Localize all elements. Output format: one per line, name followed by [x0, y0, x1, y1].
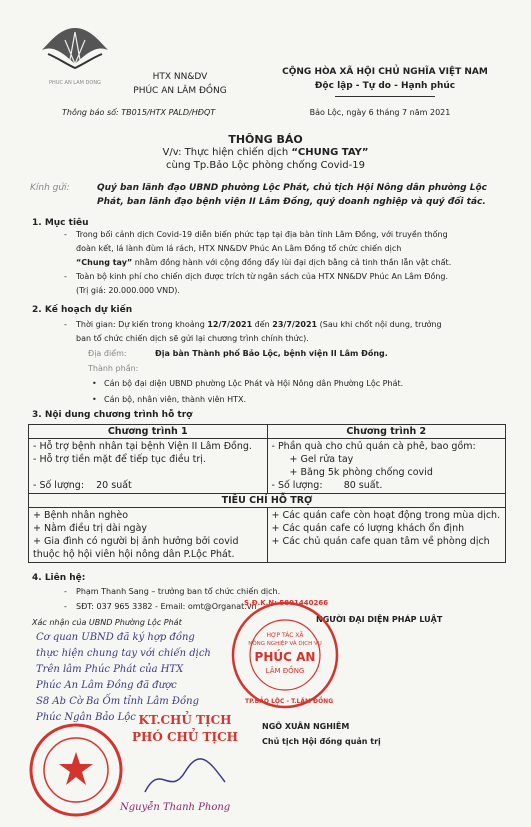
- logo: [30, 20, 120, 80]
- support-program-table: [28, 424, 506, 563]
- time-prefix: Thời gian: Dự kiến trong khoảng: [76, 320, 208, 329]
- subject-line2: cùng Tp.Bảo Lộc phòng chống Covid-19: [166, 160, 365, 171]
- handwritten-line3: Trên lâm Phúc Phát của HTX: [36, 664, 184, 675]
- stamp-line3: PHÚC AN: [254, 650, 316, 664]
- criteria2-l1: + Các quán cafe còn hoạt động trong mùa dịch.: [271, 510, 501, 521]
- section1-bullet2: -: [64, 272, 67, 281]
- participant2: Cán bộ, nhân viên, thành viên HTX.: [104, 395, 247, 404]
- kt-chairman: KT.CHỦ TỊCH: [138, 713, 232, 727]
- program2-line3: + Băng 5k phòng chống covid: [289, 467, 433, 478]
- logo-text: PHUC AN LAM DONG: [49, 80, 101, 86]
- criteria2-cell: [267, 508, 506, 563]
- criteria1-l3: + Gia đình có người bị ảnh hưởng bởi covid: [33, 536, 239, 547]
- stamp-bottom-text: TP.BẢO LỘC - T.LÂM ĐỒNG: [245, 698, 334, 705]
- section1-p1-l1: Trong bối cảnh dịch Covid-19 diễn biến phức tạp tại địa bàn tỉnh Lâm Đồng, với truyền thống: [76, 230, 448, 239]
- stamp-reg-number: S.Đ.K.N: 5801440266: [244, 599, 329, 607]
- ward-signer-name: Nguyễn Thanh Phong: [120, 802, 231, 813]
- legal-rep-role: Chủ tịch Hội đồng quản trị: [262, 737, 381, 746]
- ward-signature: [140, 752, 230, 802]
- handwritten-line4: Phúc An Lâm Đồng đã được: [36, 680, 177, 691]
- criteria-header: TIÊU CHÍ HỖ TRỢ: [29, 494, 506, 508]
- handwritten-line6: Phúc Ngân Bảo Lộc: [36, 712, 136, 723]
- program2-cell: [267, 439, 506, 494]
- place-value: Địa bàn Thành phố Bảo Lộc, bệnh viện II Lâm Đồng.: [155, 349, 388, 358]
- org-line1: HTX NN&DV: [152, 72, 208, 82]
- motto: Độc lập - Tự do - Hạnh phúc: [314, 81, 456, 91]
- criteria1-l1: + Bệnh nhân nghèo: [33, 510, 129, 521]
- subject-prefix: V/v: Thực hiện chiến dịch: [162, 147, 292, 158]
- program2-line1: - Phần quà cho chủ quán cà phê, bao gồm:: [271, 441, 476, 452]
- col2-header: Chương trình 2: [267, 425, 506, 439]
- program2-qty: [272, 479, 502, 492]
- confirmation-label: Xác nhận của UBND Phường Lộc Phát: [32, 618, 182, 627]
- section1-p1-l3: [76, 258, 451, 267]
- section1-heading: 1. Mục tiêu: [32, 218, 89, 228]
- program1-spacer: [33, 466, 263, 479]
- program1-line1: - Hỗ trợ bệnh nhân tại bệnh Viện II Lâm Đồng.: [33, 441, 252, 452]
- program1-qty: [33, 479, 263, 492]
- handwritten-line5: S8 Ab Cờ Ba Ốm tỉnh Lâm Đồng: [36, 696, 199, 707]
- stamp-line2: NÔNG NGHIỆP VÀ DỊCH VỤ: [248, 641, 322, 647]
- participant2-bullet: •: [92, 395, 97, 404]
- participant1: Cán bộ đại diện UBND phường Lộc Phát và Hội Nông dân Phường Lộc Phát.: [104, 379, 404, 388]
- time-rest: (Sau khi chốt nội dung, trưởng: [317, 320, 442, 329]
- stamp-line1: HỢP TÁC XÃ: [266, 632, 304, 639]
- legal-rep-name: NGÔ XUÂN NGHIÊM: [262, 722, 350, 731]
- time-mid: đến: [252, 320, 273, 329]
- org-line2: PHÚC AN LÂM ĐỒNG: [133, 86, 227, 96]
- section1-p2-l2: (Trị giá: 20.000.000 VND).: [76, 286, 180, 295]
- time-to: 23/7/2021: [272, 320, 318, 329]
- contact1-bullet: -: [64, 587, 67, 596]
- program2-line2: + Gel rửa tay: [289, 454, 354, 465]
- time-line: [76, 320, 442, 329]
- motto-underline: [335, 96, 435, 97]
- criteria1-cell: [29, 508, 268, 563]
- program1-line2: - Hỗ trợ tiền mặt để tiếp tục điều trị.: [33, 454, 206, 465]
- place-label: Địa điểm:: [88, 349, 127, 358]
- handwritten-line1: Cơ quan UBND đã ký hợp đồng: [36, 632, 195, 643]
- section1-p1-l3-rest: nhằm đồng hành với cộng đồng đẩy lùi đại dịch bằng cả tinh thần lẫn vật chất.: [132, 258, 452, 267]
- program1-qty-value: 20 suất: [96, 480, 132, 491]
- program2-qty-value: 80 suất.: [343, 480, 383, 491]
- criteria1-l4: thuộc hộ hội viên hội nông dân P.Lộc Phát.: [33, 549, 235, 560]
- program2-qty-label: - Số lượng:: [271, 480, 323, 491]
- vice-chairman: PHÓ CHỦ TỊCH: [132, 730, 238, 744]
- section3-heading: 3. Nội dung chương trình hỗ trợ: [32, 410, 193, 420]
- section1-p2-l1: Toàn bộ kinh phí cho chiến dịch được trích từ ngân sách của HTX NN&DV Phúc An Lâm Đồng.: [76, 272, 449, 281]
- col1-header: Chương trình 1: [29, 425, 268, 439]
- legal-rep-title: NGƯỜI ĐẠI DIỆN PHÁP LUẬT: [316, 615, 443, 624]
- program1-cell: [29, 439, 268, 494]
- date-place: Bảo Lộc, ngày 6 tháng 7 năm 2021: [309, 108, 451, 117]
- doc-number: Thông báo số: TB015/HTX PALD/HĐQT: [62, 108, 216, 117]
- subject-line: [0, 147, 531, 158]
- recipients-line1: Quý ban lãnh đạo UBND phường Lộc Phát, chủ tịch Hội Nông dân phường Lộc: [97, 183, 488, 193]
- recipients-line2: Phát, ban lãnh đạo bệnh viện II Lâm Đồng, quý doanh nghiệp và quý đối tác.: [97, 197, 486, 207]
- doc-title: THÔNG BÁO: [228, 133, 303, 146]
- criteria1-l2: + Nằm điều trị dài ngày: [33, 523, 148, 534]
- time-bullet: -: [64, 320, 67, 329]
- participant1-bullet: •: [92, 379, 97, 388]
- stamp-line4: LÂM ĐỒNG: [265, 667, 305, 675]
- section4-heading: 4. Liên hệ:: [32, 573, 86, 583]
- contact2: SĐT: 037 965 3382 - Email: omt@Organat.vn: [76, 602, 257, 611]
- criteria2-l2: + Các quán cafe có lượng khách ổn định: [271, 523, 465, 534]
- contact2-bullet: -: [64, 602, 67, 611]
- contact1: Phạm Thanh Sang – trưởng ban tổ chức chiến dịch.: [76, 587, 281, 596]
- time-line2: ban tổ chức chiến dịch sẽ gửi lại chương trình chính thức).: [76, 334, 309, 343]
- campaign-name: “Chung tay”: [76, 258, 133, 267]
- subject-bold: “CHUNG TAY”: [291, 147, 369, 158]
- handwritten-line2: thực hiện chung tay với chiến dịch: [36, 648, 211, 659]
- section1-p1-l2: đoàn kết, lá lành đùm lá rách, HTX NN&DV Phúc An Lâm Đồng tổ chức chiến dịch: [76, 244, 402, 253]
- time-from: 12/7/2021: [207, 320, 253, 329]
- program1-qty-label: - Số lượng:: [33, 480, 85, 491]
- criteria2-l3: + Các chủ quán cafe quan tâm về phòng dịch: [271, 536, 490, 547]
- participants-label: Thành phần:: [88, 364, 139, 373]
- republic-title: CỘNG HÒA XÃ HỘI CHỦ NGHĨA VIỆT NAM: [282, 67, 488, 77]
- section2-heading: 2. Kế hoạch dự kiến: [32, 305, 133, 315]
- ward-stamp: [28, 722, 124, 818]
- recipients-label: Kính gửi:: [30, 183, 70, 193]
- section1-bullet1: -: [64, 230, 67, 239]
